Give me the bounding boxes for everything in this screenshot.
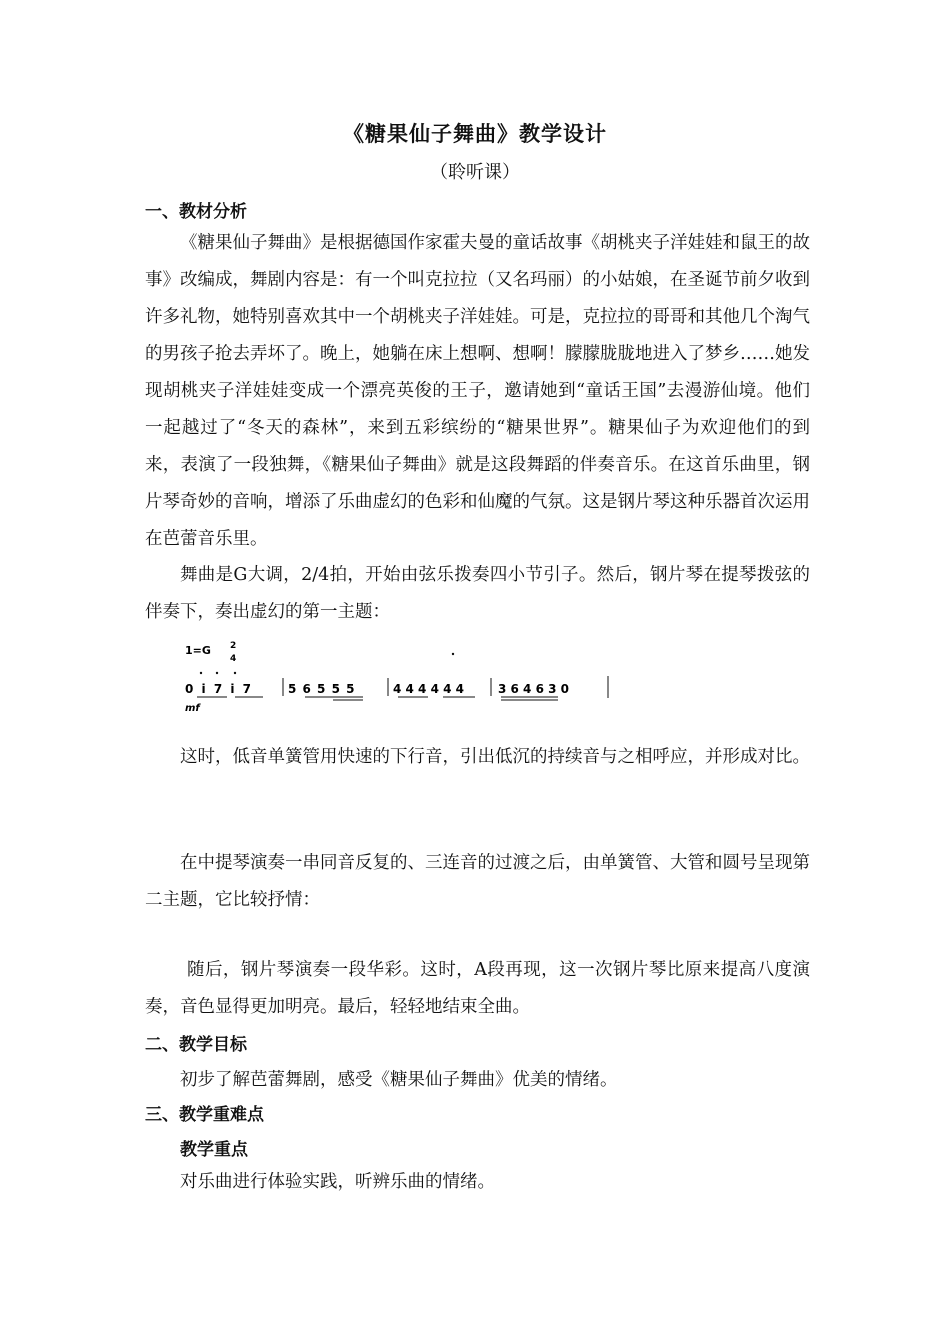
score-beams [197,697,558,700]
section-heading-goals: 二、教学目标 [145,1035,247,1055]
analysis-paragraph-3: 这时，低音单簧管用快速的下行音，引出低沉的持续音与之相呼应，并形成对比。 [180,747,810,767]
analysis-paragraph-2: 舞曲是G大调，2/4拍，开始由弦乐拨奏四小节引子。然后，钢片琴在提琴拨弦的伴奏下，奏出虚幻的第一主题： [145,565,810,622]
music-score-theme-1 [183,636,623,716]
score-time-bottom: 4 [230,654,237,664]
score-key: 1=G [185,644,211,657]
section-heading-analysis: 一、教材分析 [145,202,247,222]
score-dots [200,653,454,674]
analysis-paragraph-5: 随后，钢片琴演奏一段华彩。这时，A段再现，这一次钢片琴比原来提高八度演奏，音色显得更加明亮。最后，轻轻地结束全曲。 [145,960,810,1017]
key-points-subheading: 教学重点 [180,1140,248,1160]
analysis-paragraph-1: 《糖果仙子舞曲》是根据德国作家霍夫曼的童话故事《胡桃夹子洋娃娃和鼠王的故事》改编成，舞剧内容是：有一个叫克拉拉（又名玛丽）的小姑娘，在圣诞节前夕收到许多礼物，她特别喜欢其中一个胡桃夹子洋娃娃。可是，克拉拉的哥哥和其他几个淘气的男孩子抢去弄坏了。晚上，她躺在床上想啊、想啊！朦朦胧胧地进入了梦乡……她发现胡桃夹子洋娃娃变成一个漂亮英俊的王子，邀请她到“童话王国”去漫游仙境。他们一起越过了“冬天的森林”，来到五彩缤纷的“糖果世界”。糖果仙子为欢迎他们的到来，表演了一段独舞，《糖果仙子舞曲》就是这段舞蹈的伴奏音乐。在这首乐曲里，钢片琴奇妙的音响，增添了乐曲虚幻的色彩和仙魔的气氛。这是钢片琴这种乐器首次运用在芭蕾音乐里。 [145,233,810,549]
document-title: 《糖果仙子舞曲》教学设计 [343,122,607,146]
score-dynamic: mf [185,703,200,714]
score-time-top: 2 [230,641,237,651]
key-points-text: 对乐曲进行体验实践，听辨乐曲的情绪。 [180,1172,495,1192]
score-measure-1: 0 i 7 i 7 [185,682,253,696]
analysis-paragraph-4: 在中提琴演奏一串同音反复的、三连音的过渡之后，由单簧管、大管和圆号呈现第二主题，它比较抒情： [145,853,810,910]
score-measure-4: 3 6 4 6 3 0 [498,682,569,696]
document-subtitle: （聆听课） [430,162,520,183]
score-measure-2: 5 6 5 5 5 [288,682,356,696]
score-measure-3: 4 4 4 4 4 4 [393,682,464,696]
goals-text: 初步了解芭蕾舞剧，感受《糖果仙子舞曲》优美的情绪。 [180,1070,618,1090]
section-heading-key-points: 三、教学重难点 [145,1105,264,1125]
